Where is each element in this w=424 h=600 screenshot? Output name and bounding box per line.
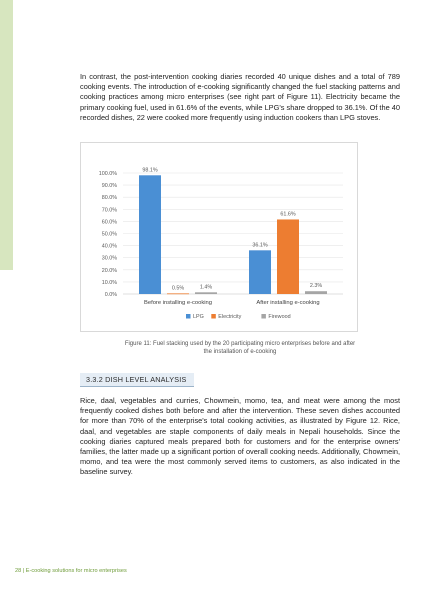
- data-label: 36.1%: [252, 242, 268, 249]
- page-footer: 28 | E-cooking solutions for micro enterprises: [15, 568, 127, 574]
- y-tick-label: 100.0%: [98, 171, 117, 177]
- legend-swatch: [211, 314, 216, 319]
- y-tick-label: 0.0%: [104, 292, 117, 298]
- legend-label: LPG: [193, 314, 204, 320]
- data-label: 2.3%: [309, 283, 323, 290]
- y-tick-label: 60.0%: [101, 219, 117, 226]
- intro-paragraph: In contrast, the post-intervention cooking diaries recorded 40 unique dishes and a total of 789 cooking events. The introduction of e-cooking significantly changed the fuel stacking patterns and cooking practices among micro enterprises (see right part of Figure 11). Electricity became the primary cooking fuel, used in 61.6% of the events, while LPG's share dropped to 36.1%. Of the 40 recorded dishes, 22 were cooked more frequently using induction cookers than LPG stoves.: [80, 72, 400, 122]
- bar-lpg: [249, 250, 271, 294]
- section-heading: 3.3.2 DISH LEVEL ANALYSIS: [80, 373, 194, 387]
- dish-analysis-paragraph: Rice, daal, vegetables and curries, Chowmein, momo, tea, and meat were among the most frequently cooked dishes both before and after the intervention. These seven dishes accounted for more than 70% of the enterprise's total cooking activities, as illustrated by Figure 12. Rice, daal, and vegetables are staple components of daily meals in Nepali households. Since the cooking diaries captured meals prepared both for customers and for the enterprise owners' families, the latter made up a significant portion of overall cooking needs. Additionally, Chowmein, momo, and tea were the most commonly served items to customers, as also indicated in the baseline survey.: [80, 396, 400, 477]
- legend-swatch: [186, 314, 191, 319]
- legend-label: Electricity: [218, 314, 242, 320]
- fuel-stacking-chart: [80, 142, 358, 332]
- y-tick-label: 10.0%: [101, 279, 117, 286]
- bar-electricity: [167, 293, 189, 294]
- data-label: 61.6%: [280, 211, 296, 218]
- y-tick-label: 20.0%: [101, 267, 117, 274]
- y-tick-label: 30.0%: [101, 255, 117, 262]
- y-tick-label: 80.0%: [101, 195, 117, 202]
- bar-lpg: [139, 175, 161, 294]
- side-accent-bar: [0, 0, 13, 270]
- y-tick-label: 90.0%: [101, 183, 117, 190]
- data-label: 0.5%: [171, 285, 185, 292]
- bar-firewood: [305, 291, 327, 294]
- x-category-label: After installing e-cooking: [256, 300, 320, 306]
- data-label: 98.1%: [142, 167, 158, 174]
- bar-firewood: [195, 292, 217, 294]
- legend-swatch: [261, 314, 266, 319]
- y-tick-label: 50.0%: [101, 231, 117, 238]
- y-tick-label: 70.0%: [101, 207, 117, 214]
- legend-label: Firewood: [268, 314, 291, 320]
- data-label: 1.4%: [199, 284, 213, 291]
- x-category-label: Before installing e-cooking: [144, 300, 212, 306]
- bar-electricity: [277, 219, 299, 294]
- y-tick-label: 40.0%: [101, 243, 117, 250]
- chart-svg: [81, 143, 357, 331]
- figure-caption: Figure 11: Fuel stacking used by the 20 participating micro enterprises before and after the installation of e-cooking: [124, 341, 356, 355]
